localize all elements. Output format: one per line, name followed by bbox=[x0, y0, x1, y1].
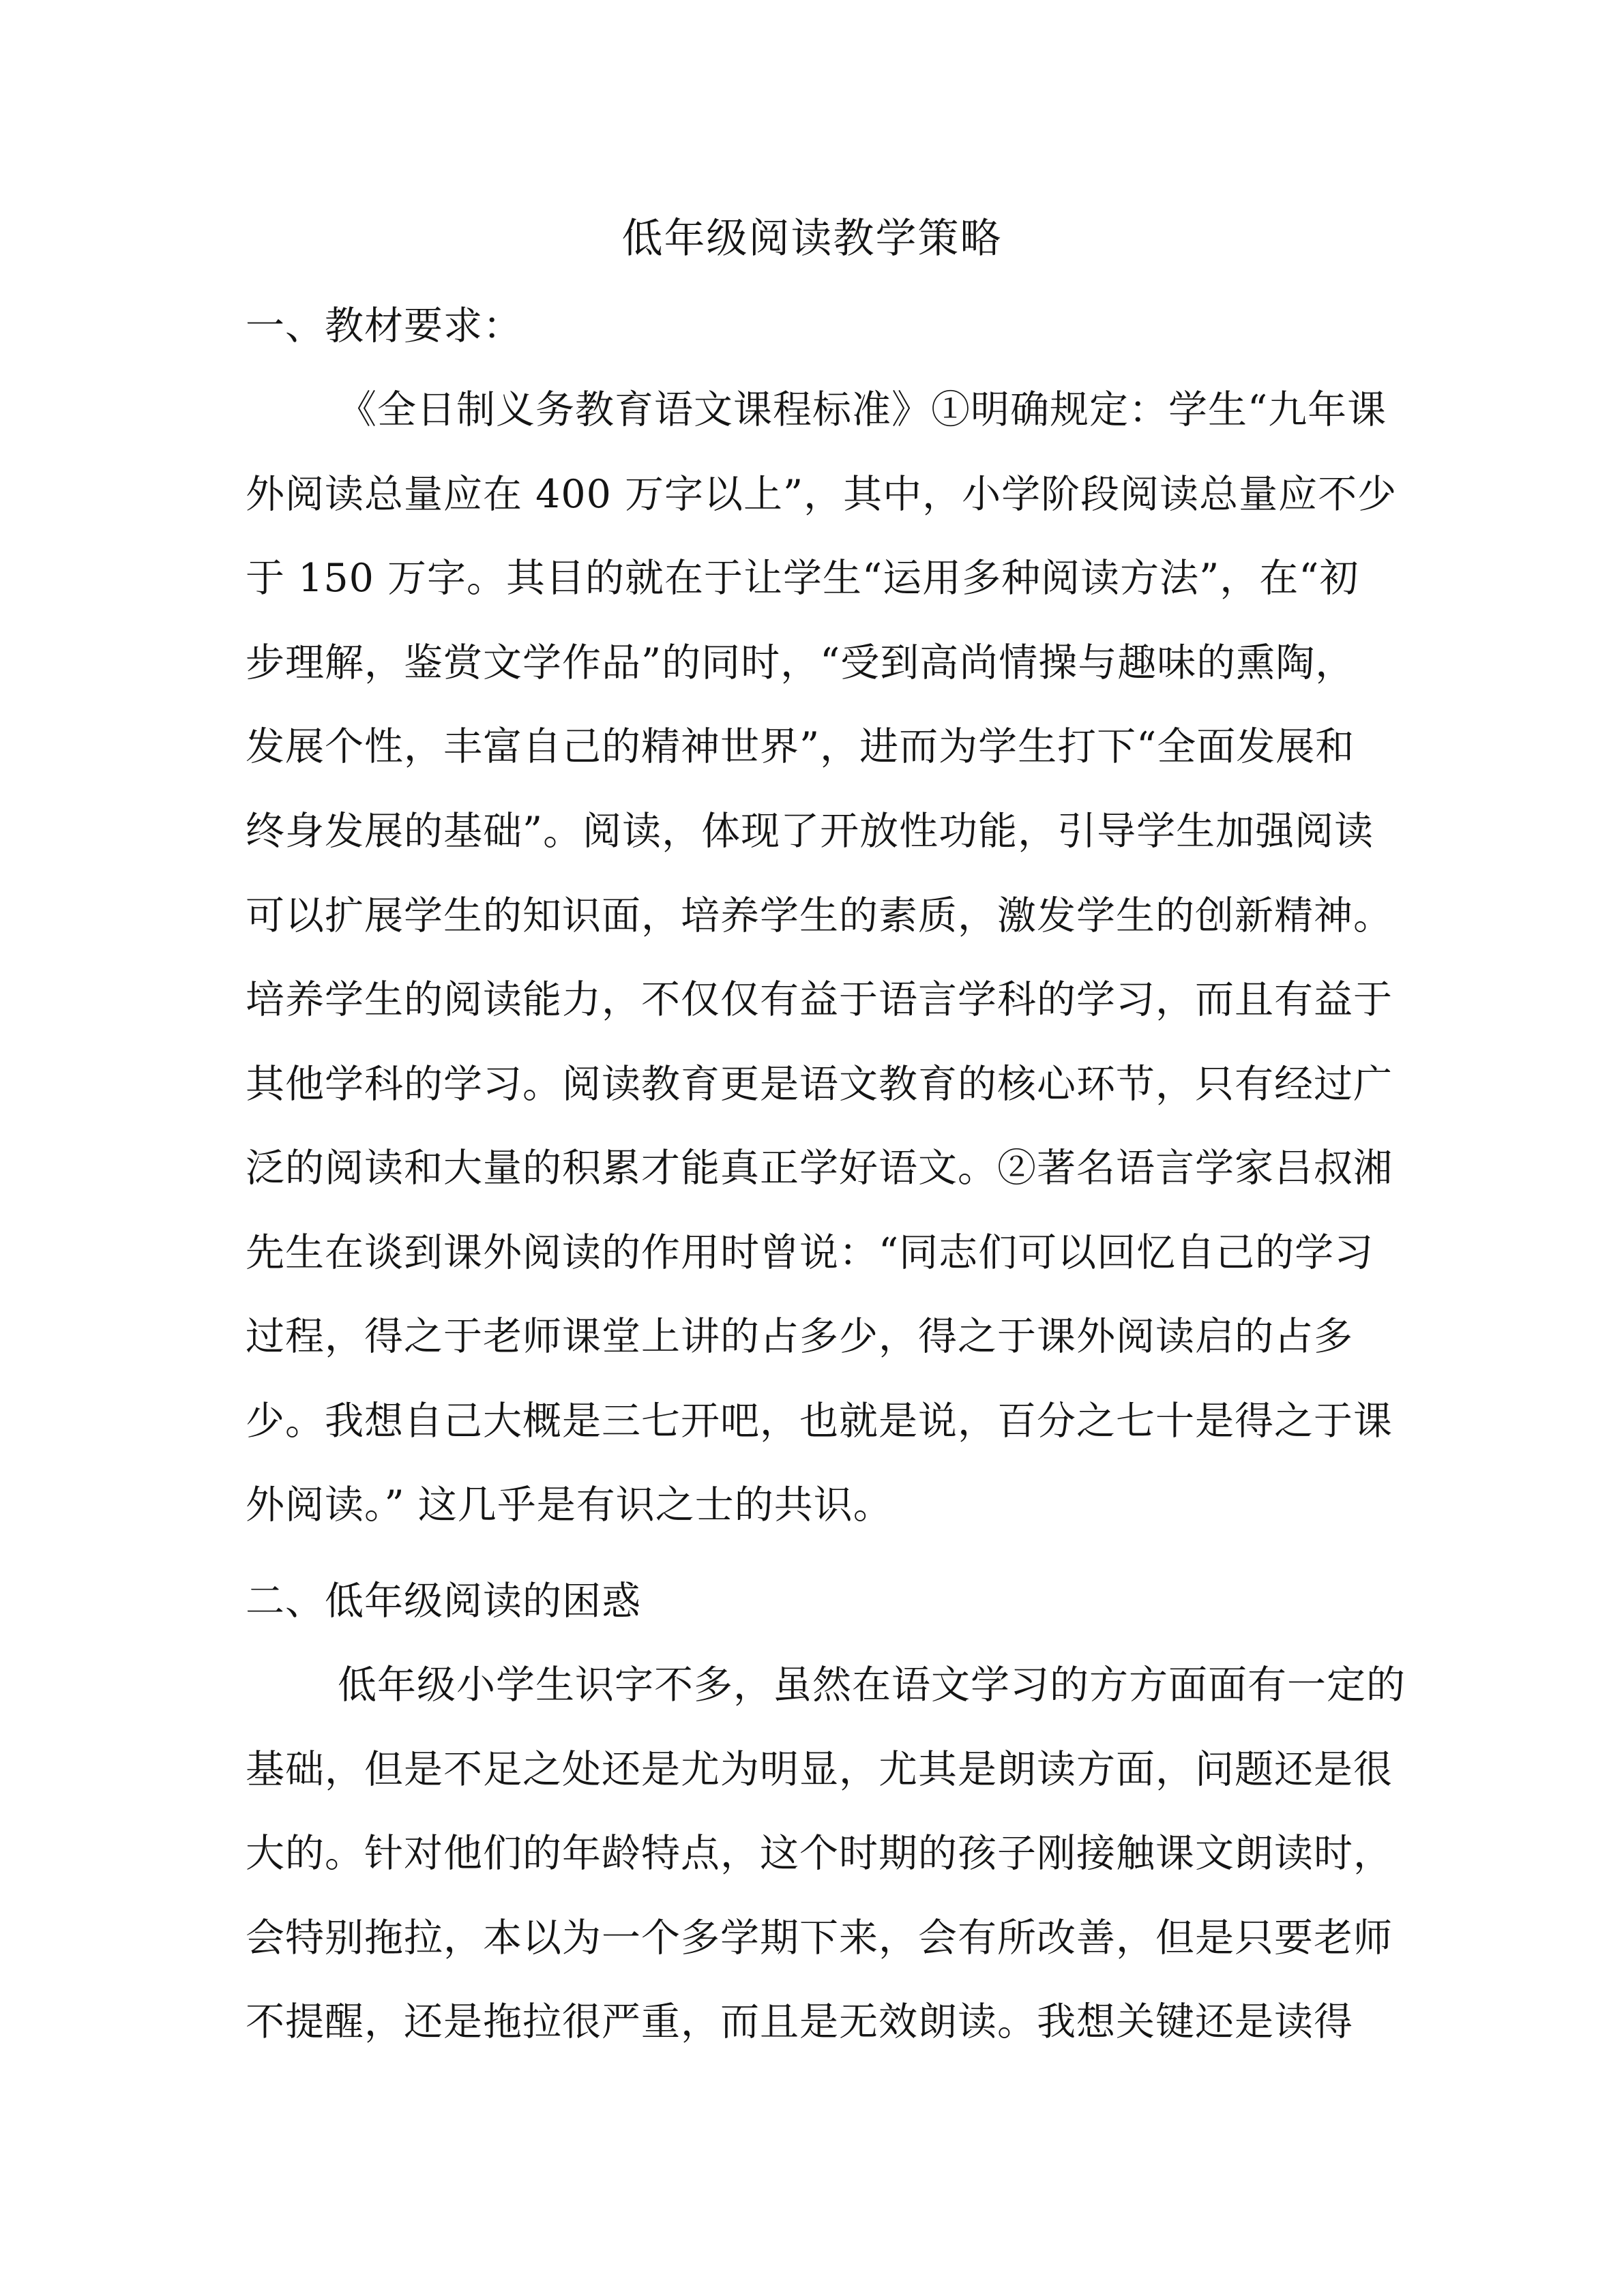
paragraph-1-line-10: 泛的阅读和大量的积累才能真正学好语文。②著名语言学家吕叔湘 bbox=[246, 1146, 1393, 1191]
paragraph-2-line-2: 基础，但是不足之处还是尤为明显，尤其是朗读方面，问题还是很 bbox=[246, 1747, 1393, 1792]
paragraph-1-line-7: 可以扩展学生的知识面，培养学生的素质，激发学生的创新精神。 bbox=[246, 893, 1393, 938]
document-title: 低年级阅读教学策略 bbox=[621, 215, 1003, 263]
paragraph-2-line-5: 不提醒，还是拖拉很严重，而且是无效朗读。我想关键还是读得 bbox=[246, 1999, 1353, 2044]
paragraph-1-line-9: 其他学科的学习。阅读教育更是语文教育的核心环节，只有经过广 bbox=[246, 1062, 1393, 1107]
paragraph-1-line-12: 过程，得之于老师课堂上讲的占多少，得之于课外阅读启的占多 bbox=[246, 1314, 1353, 1359]
paragraph-1-line-11: 先生在谈到课外阅读的作用时曾说：“同志们可以回忆自己的学习 bbox=[246, 1230, 1374, 1275]
section-heading-1: 一、教材要求： bbox=[246, 303, 522, 348]
paragraph-1-line-3: 于 150 万字。其目的就在于让学生“运用多种阅读方法”，在“初 bbox=[246, 556, 1359, 601]
paragraph-1-line-6: 终身发展的基础”。阅读，体现了开放性功能，引导学生加强阅读 bbox=[246, 809, 1374, 854]
paragraph-2-line-4: 会特别拖拉，本以为一个多学期下来，会有所改善，但是只要老师 bbox=[246, 1915, 1393, 1960]
paragraph-1-line-14: 外阅读。” 这几乎是有识之士的共识。 bbox=[246, 1482, 893, 1527]
paragraph-2-line-1: 低年级小学生识字不多，虽然在语文学习的方方面面有一定的 bbox=[338, 1663, 1406, 1708]
paragraph-2-line-3: 大的。针对他们的年龄特点，这个时期的孩子刚接触课文朗读时， bbox=[246, 1831, 1393, 1876]
paragraph-1-line-13: 少。我想自己大概是三七开吧，也就是说，百分之七十是得之于课 bbox=[246, 1399, 1393, 1444]
paragraph-1-line-5: 发展个性，丰富自己的精神世界”，进而为学生打下“全面发展和 bbox=[246, 724, 1355, 769]
paragraph-1-line-4: 步理解，鉴赏文学作品”的同时，“受到高尚情操与趣味的熏陶， bbox=[246, 640, 1355, 685]
section-heading-2: 二、低年级阅读的困惑 bbox=[246, 1579, 641, 1624]
paragraph-1-line-1: 《全日制义务教育语文课程标准》①明确规定：学生“九年课 bbox=[338, 387, 1387, 432]
paragraph-1-line-2: 外阅读总量应在 400 万字以上”，其中，小学阶段阅读总量应不少 bbox=[246, 472, 1398, 517]
paragraph-1-line-8: 培养学生的阅读能力，不仅仅有益于语言学科的学习，而且有益于 bbox=[246, 977, 1393, 1022]
